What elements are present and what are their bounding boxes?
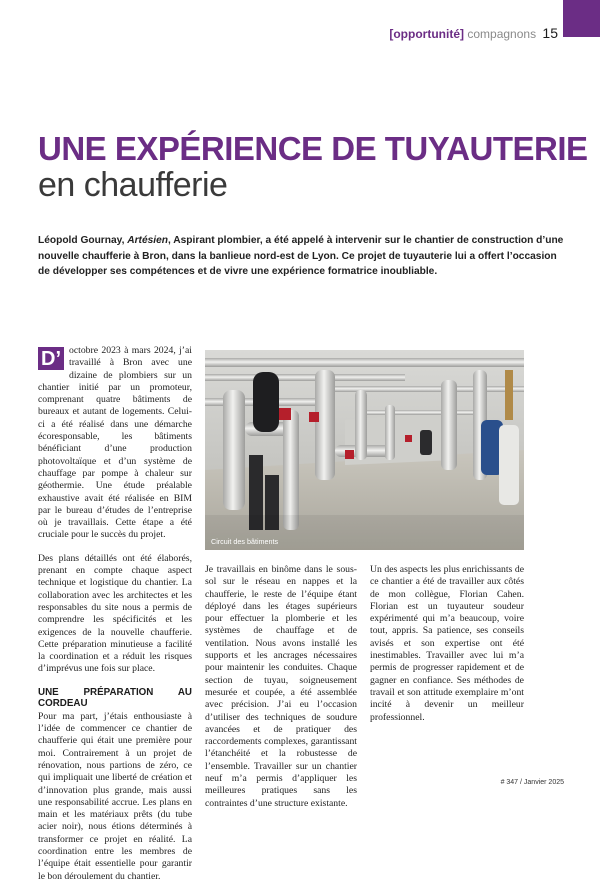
paragraph-3: Pour ma part, j’étais enthousiaste à l’idée de commencer ce chantier de chaufferie qui était une première pour moi. Contrairement à un projet de rénovation, nous partions de zéro, ce qui impliquait une liberté de création et d’innovation plus grande, mais aussi une responsabilité accrue. Les plans en main et les matériaux prêts (du tube acier noir), nous étions déterminés à transformer ce projet en réalité. La coordination entre les membres de l’équipe était essentielle pour garantir le bon déroulement du chantier.: [38, 710, 192, 882]
column-2: [205, 564, 357, 821]
issue-footer: # 347 / Janvier 2025: [500, 779, 564, 786]
lead-text: , Aspirant plombier, a été appelé à intervenir sur le chantier de construction d’une nouvelle chaufferie à Bron, dans la banlieue nord-est de Lyon. Ce projet de tuyauterie lui a offert l’occasion de développer ses compétences et de vivre une expérience formatrice inoubliable.: [38, 235, 564, 278]
page-number: 15: [542, 25, 558, 41]
corner-accent-block: [563, 0, 600, 37]
column-1: [38, 345, 192, 894]
article-lead: [38, 233, 566, 280]
article-title: UNE EXPÉRIENCE DE TUYAUTERIE: [38, 130, 588, 167]
article-photo: [205, 350, 524, 550]
lead-author: Léopold Gournay,: [38, 235, 128, 246]
subheading: UNE PRÉPARATION AU CORDEAU: [38, 686, 192, 709]
paragraph-5: Un des aspects les plus enrichissants de ce chantier a été de travailler aux côtés de mon collègue, Florian Cahen. Florian est un tuyauteur soudeur expérimenté qui m’a beaucoup, voire tout, appris. Sa patience, ses conseils avisés et son expertise ont été inestimables. Travailler avec lui m’a permis de progresser rapidement et de gagner en confiance. Ses méthodes de travail et son attitude exemplaire m’ont incité à devenir un meilleur professionnel.: [370, 564, 524, 723]
page-header: [389, 25, 558, 41]
paragraph-2: Des plans détaillés ont été élaborés, prenant en compte chaque aspect technique et logistique du chantier. La collaboration avec les architectes et les responsables du site nous a permis de comprendre les spécificités et les exigences de la nouvelle chaufferie. Cette préparation minutieuse a facilité la coordination et a réduit les risques d’imprévus une fois sur place.: [38, 552, 192, 675]
photo-caption: Circuit des bâtiments: [211, 537, 279, 546]
paragraph-1: [38, 345, 192, 542]
drop-cap: D’: [38, 347, 64, 370]
lead-trade: Artésien: [127, 235, 168, 246]
article-title-line2: en chaufferie: [38, 166, 228, 204]
boiler-room-photo-illustration: [205, 350, 524, 550]
column-3: [370, 564, 524, 735]
paragraph-4: Je travaillais en binôme dans le sous-sol sur le réseau en nappes et la chaufferie, le reste de l’équipe étant déployé dans les étages supérieurs pour effectuer la plomberie et les systèmes de chauffage et de ventilation. Nous avons installé les supports et les ancrages nécessaires pour maintenir les conduites. Chaque section de tuyau, soigneusement mesurée et coupée, a été assemblée avec précision. J’ai eu l’occasion d’utiliser des techniques de soudure avancées et de pratiquer des raccordements complexes, garantissant l’étanchéité et la robustesse de l’ensemble. Travailler sur un chantier neuf m’a permis d’appliquer les meilleures pratiques sans les contraintes d’une structure existante.: [205, 564, 357, 809]
rubric-section: compagnons: [467, 27, 537, 41]
rubric-tag: [opportunité]: [389, 27, 465, 41]
paragraph-1-text: octobre 2023 à mars 2024, j’ai travaillé à Bron avec une dizaine de plombiers sur un chantier initié par un promoteur, comprenant quatre bâtiments de bureaux et autant de logements. Celui-ci a été réalisé dans une démarche écoresponsable, les bâtiments bénéficiant d’une production photovoltaïque et d’un système de chauffage par pompe à chaleur sur géothermie. Une étude préalable exhaustive avait été réalisée en BIM par le bureau d’études de l’entreprise où je travaillais. Cette étape a été cruciale pour le succès du projet.: [38, 345, 192, 541]
